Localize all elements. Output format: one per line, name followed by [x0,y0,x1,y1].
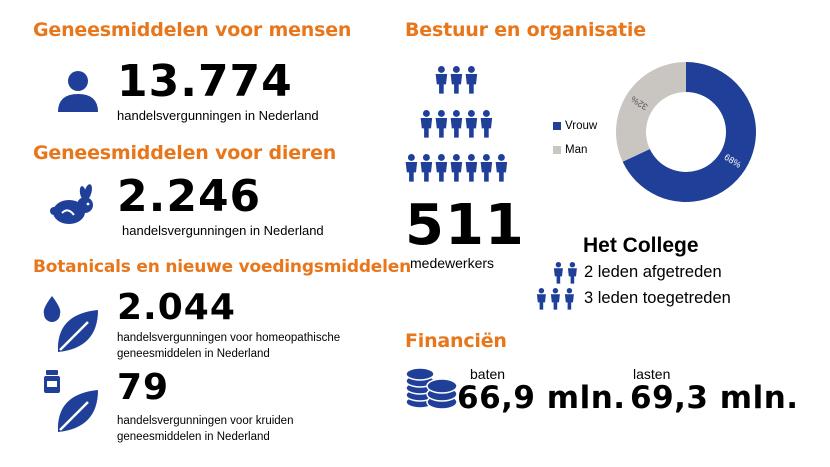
expenses-label: lasten [633,366,671,382]
legend-label-man: Man [565,143,588,156]
humans-label: handelsvergunningen in Nederland [117,108,319,123]
coins-icon [404,364,460,410]
homeopathic-label-line2: geneesmiddelen in Nederland [117,348,270,360]
person-icon [56,68,100,112]
college-title: Het College [583,234,699,257]
herbal-label-line2: geneesmiddelen in Nederland [117,431,270,443]
legend-label-vrouw: Vrouw [565,119,598,132]
botanicals-heading: Botanicals en nieuwe voedingsmiddelen [33,257,411,277]
three-people-icon [535,288,577,310]
herbal-label-line1: handelsvergunningen voor kruiden [117,415,294,427]
governance-heading: Bestuur en organisatie [405,19,646,41]
employees-label: medewerkers [410,255,495,271]
legend-swatch-vrouw [553,122,561,130]
income-value: 66,9 mln. [457,380,626,416]
homeopathic-label-line1: handelsvergunningen voor homeopathische [117,332,341,344]
legend-item-vrouw [553,117,597,135]
rabbit-icon [50,185,98,227]
gender-donut-chart [614,60,758,204]
herbal-number: 79 [117,367,170,408]
college-line1: 2 leden afgetreden [584,263,722,281]
legend-item-man [553,141,587,159]
income-label: baten [470,366,506,382]
humans-number: 13.774 [117,56,293,107]
animals-label: handelsvergunningen in Nederland [122,223,324,238]
animals-number: 2.246 [117,171,262,222]
herbal-leaf-icon [54,388,100,434]
homeopathic-number: 2.044 [117,287,236,328]
employees-number: 511 [405,193,525,258]
college-line2: 3 leden toegetreden [584,289,731,307]
humans-heading: Geneesmiddelen voor mensen [33,19,352,41]
slice-man [616,62,686,162]
people-pyramid-icon [398,64,514,194]
animals-heading: Geneesmiddelen voor dieren [33,142,337,164]
two-people-icon [552,262,580,284]
expenses-value: 69,3 mln. [630,380,799,416]
slice-label-vrouw: 68% [722,151,744,170]
legend-swatch-man [553,146,561,154]
leaf-icon [54,308,100,354]
finance-heading: Financiën [405,330,507,352]
slice-label-man: 32% [628,94,650,113]
